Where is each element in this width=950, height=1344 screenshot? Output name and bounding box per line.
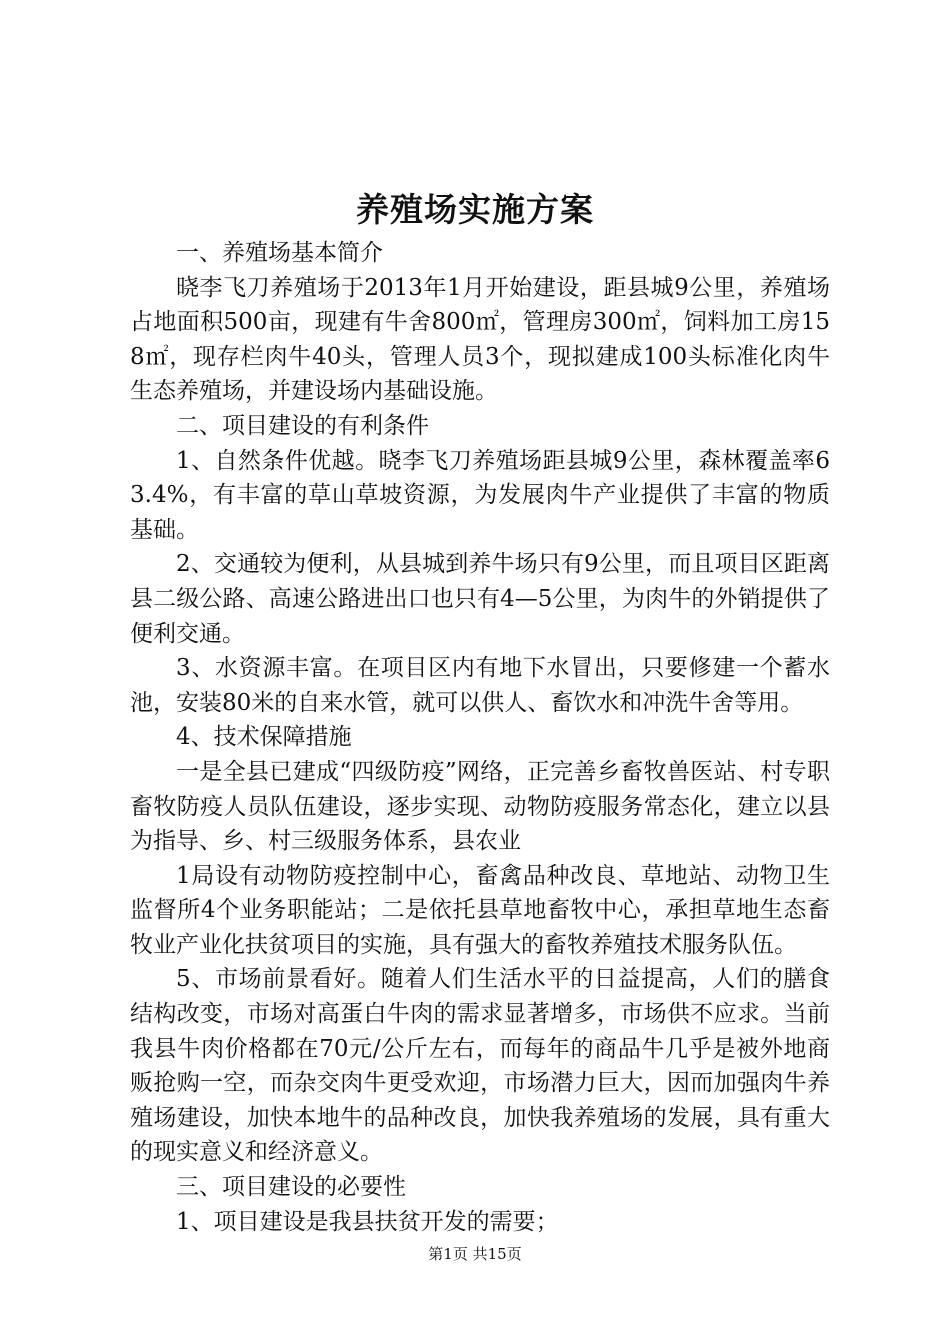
paragraph-tech-support-2: 1局设有动物防疫控制中心，畜禽品种改良、草地站、动物卫生监督所4个业务职能站；二是依托县草地畜牧中心，承担草地生态畜牧业产业化扶贫项目的实施，具有强大的畜牧养殖技术服务队伍。 <box>130 862 830 958</box>
section-heading-3: 三、项目建设的必要性 <box>176 1174 406 1201</box>
section-heading-2: 二、项目建设的有利条件 <box>176 412 429 439</box>
section-heading-1: 一、养殖场基本简介 <box>176 240 383 266</box>
document-title: 养殖场实施方案 <box>356 190 594 229</box>
paragraph-market: 5、市场前景看好。随着人们生活水平的日益提高，人们的膳食结构改变，市场对高蛋白牛肉的需求显著增多，市场供不应求。当前我县牛肉价格都在70元/公斤左右，而每年的商品牛几乎是被外地商贩抢购一空，而杂交肉牛更受欢迎，市场潜力巨大，因而加强肉牛养殖场建设，加快本地牛的品种改良，加快我养殖场的发展，具有重大的现实意义和经济意义。 <box>130 966 830 1166</box>
paragraph-intro: 晓李飞刀养殖场于2013年1月开始建设，距县城9公里，养殖场占地面积500亩，现建有牛舍800㎡，管理房300㎡，饲料加工房158㎡，现存栏肉牛40头，管理人员3个，现拟建成100头标准化肉牛生态养殖场，并建设场内基础设施。 <box>130 274 830 405</box>
page-number-footer: 第1页 共15页 <box>428 1245 522 1263</box>
paragraph-tech-support-1: 一是全县已建成“四级防疫”网络，正完善乡畜牧兽医站、村专职畜牧防疫人员队伍建设，逐步实现、动物防疫服务常态化，建立以县为指导、乡、村三级服务体系，县农业 <box>130 758 830 855</box>
paragraph-transport: 2、交通较为便利，从县城到养牛场只有9公里，而且项目区距离县二级公路、高速公路进出口也只有4—5公里，为肉牛的外销提供了便利交通。 <box>130 551 830 647</box>
subheading-tech-support: 4、技术保障措施 <box>176 724 352 751</box>
paragraph-natural-conditions: 1、自然条件优越。晓李飞刀养殖场距县城9公里，森林覆盖率63.4%，有丰富的草山草坡资源，为发展肉牛产业提供了丰富的物质基础。 <box>130 447 830 543</box>
document-body <box>130 236 830 1239</box>
paragraph-necessity-1: 1、项目建设是我县扶贫开发的需要； <box>176 1208 559 1235</box>
paragraph-water: 3、水资源丰富。在项目区内有地下水冒出，只要修建一个蓄水池，安装80米的自来水管，就可以供人、畜饮水和冲洗牛舍等用。 <box>130 655 830 716</box>
